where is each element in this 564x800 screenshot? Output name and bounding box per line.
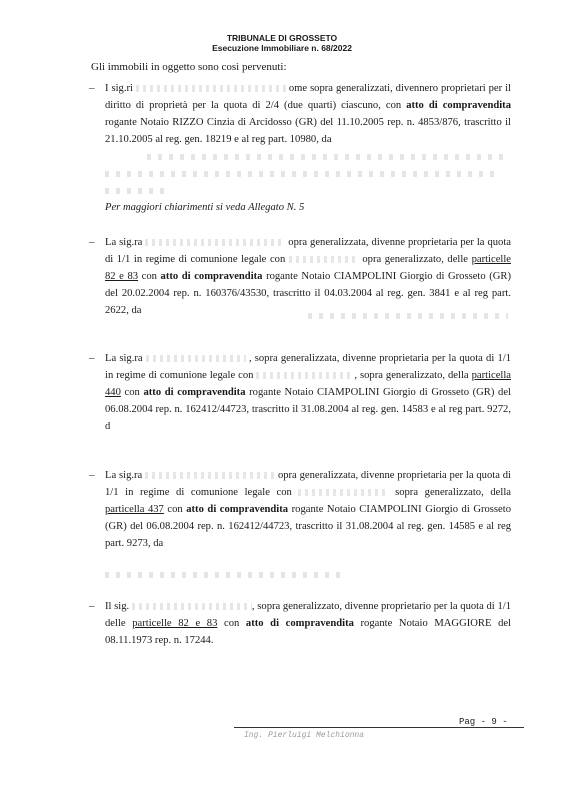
redacted-line — [308, 313, 508, 319]
redacted-name — [146, 355, 246, 362]
redacted-name — [145, 472, 275, 479]
list-item: – Il sig. , sopra generalizzato, divenne proprietario per la quota di 1/1 delle particelle 82 e 83 con atto di compravendita rogante Notaio MAGGIORE del 08.11.1973 rep. n. 17244. — [89, 600, 512, 646]
redacted-line — [147, 154, 507, 160]
item-text-end: rogante Notaio RIZZO Cinzia di Arcidosso (GR) del 11.10.2005 rep. n. 4853/876, trascritto il 21.10.2005 al reg. gen. 18219 e al reg part. 10980, da — [105, 117, 511, 145]
item-text-end: rogante Notaio MAGGIORE del 08.11.1973 rep. n. 17244. — [105, 618, 512, 646]
item-lead: La sig.ra — [105, 470, 143, 481]
court-title: TRIBUNALE DI GROSSETO — [226, 33, 338, 43]
item-text: , sopra generalizzato, della — [354, 370, 469, 381]
item-text: opra generalizzato, delle — [362, 254, 469, 265]
redacted-name — [289, 256, 359, 263]
parcel-reference: particelle 82 e 83 — [105, 254, 511, 282]
redacted-name — [132, 603, 252, 610]
bullet-dash: – — [89, 352, 95, 364]
parcel-reference: particelle 82 e 83 — [132, 618, 218, 629]
redacted-name — [256, 372, 351, 379]
parcel-reference: particella 440 — [105, 370, 511, 398]
item-lead: Il sig. — [105, 601, 130, 612]
deed-type: atto di compravendita — [186, 504, 289, 515]
item-text-end: rogante Notaio CIAMPOLINI Giorgio di Grosseto (GR) del 06.08.2004 rep. n. 162412/44723, trascritto il 31.08.2004 al reg. gen. 14583 e al reg part. 9272, d — [105, 387, 511, 432]
item-lead: La sig.ra — [105, 237, 143, 248]
intro-sentence: Gli immobili in oggetto sono così pervenuti: — [91, 61, 287, 73]
item-text: opra generalizzata, divenne proprietaria per la quota di 1/1 in regime di comunione legale con — [105, 470, 511, 498]
redacted-name — [298, 489, 388, 496]
item-lead: I sig.ri — [105, 83, 133, 94]
redacted-line — [105, 572, 345, 578]
list-item — [89, 80, 511, 148]
bullet-dash: – — [89, 82, 95, 94]
deed-type: atto di compravendita — [245, 618, 354, 629]
item-text: , sopra generalizzato, divenne proprietario per la quota di 1/1 delle — [105, 601, 511, 629]
list-item: – La sig.ra opra generalizzata, divenne proprietaria per la quota di 1/1 in regime di comunione legale con sopra generalizzato, della particella 437 con atto di compravendita rogante Notaio CIAMPOLINI Giorgio di Grosseto (GR) del 06.08.2004 rep. n. 162412/44723, trascritto il 31.08.2004 al reg. gen. 14585 e al reg part. 9273, da — [89, 469, 511, 549]
redacted-line — [105, 188, 165, 194]
redacted-name — [145, 239, 285, 246]
list-item: – La sig.ra , sopra generalizzata, divenne proprietaria per la quota di 1/1 in regime di comunione legale con , sopra generalizzato, della particella 440 con atto di compravendita rogante Notaio CIAMPOLINI Giorgio di Grosseto (GR) del 06.08.2004 rep. n. 162412/44723, trascritto il 31.08.2004 al reg. gen. 14583 e al reg part. 9272, d — [89, 352, 511, 432]
deed-type: atto di compravendita — [143, 387, 246, 398]
item-lead: La sig.ra — [105, 353, 143, 364]
redacted-name — [136, 85, 286, 92]
deed-type: atto di compravendita — [160, 271, 263, 282]
attachment-note: Per maggiori chiarimenti si veda Allegato N. 5 — [105, 202, 305, 213]
engineer-signature: Ing. Pierluigi Melchionna — [244, 731, 365, 740]
case-number: Esecuzione Immobiliare n. 68/2022 — [212, 43, 352, 53]
item-text: sopra generalizzato, della — [395, 487, 511, 498]
page-number: Pag - 9 - — [459, 717, 508, 727]
item-text-end: rogante Notaio CIAMPOLINI Giorgio di Grosseto (GR) del 20.02.2004 rep. n. 160376/43530, trascritto il 04.03.2004 al reg. gen. 3841 e al reg part. 2622, da — [105, 271, 511, 316]
footer-divider — [234, 727, 524, 728]
bullet-dash: – — [89, 236, 95, 248]
parcel-reference: particella 437 — [105, 504, 164, 515]
item-text: opra generalizzata, divenne proprietaria per la quota di 1/1 in regime di comunione legale con — [105, 237, 511, 265]
bullet-dash: – — [89, 600, 95, 612]
item-text-end: rogante Notaio CIAMPOLINI Giorgio di Grosseto (GR) del 06.08.2004 rep. n. 162412/44723, trascritto il 31.08.2004 al reg. gen. 14585 e al reg part. 9273, da — [105, 504, 511, 549]
deed-type: atto di compravendita — [406, 100, 511, 111]
redacted-line — [105, 171, 500, 177]
bullet-dash: – — [89, 469, 95, 481]
item-text: , sopra generalizzata, divenne proprietaria per la quota di 1/1 in regime di comunione legale con — [105, 353, 511, 381]
item-text: ome sopra generalizzati, divennero proprietari per il diritto di proprietà per la quota di 2/4 (due quarti) ciascuno, con — [105, 83, 511, 111]
list-item: – La sig.ra opra generalizzata, divenne proprietaria per la quota di 1/1 in regime di comunione legale con opra generalizzato, delle particelle 82 e 83 con atto di compravendita rogante Notaio CIAMPOLINI Giorgio di Grosseto (GR) del 20.02.2004 rep. n. 160376/43530, trascritto il 04.03.2004 al reg. gen. 3841 e al reg part. 2622, da — [89, 236, 511, 316]
